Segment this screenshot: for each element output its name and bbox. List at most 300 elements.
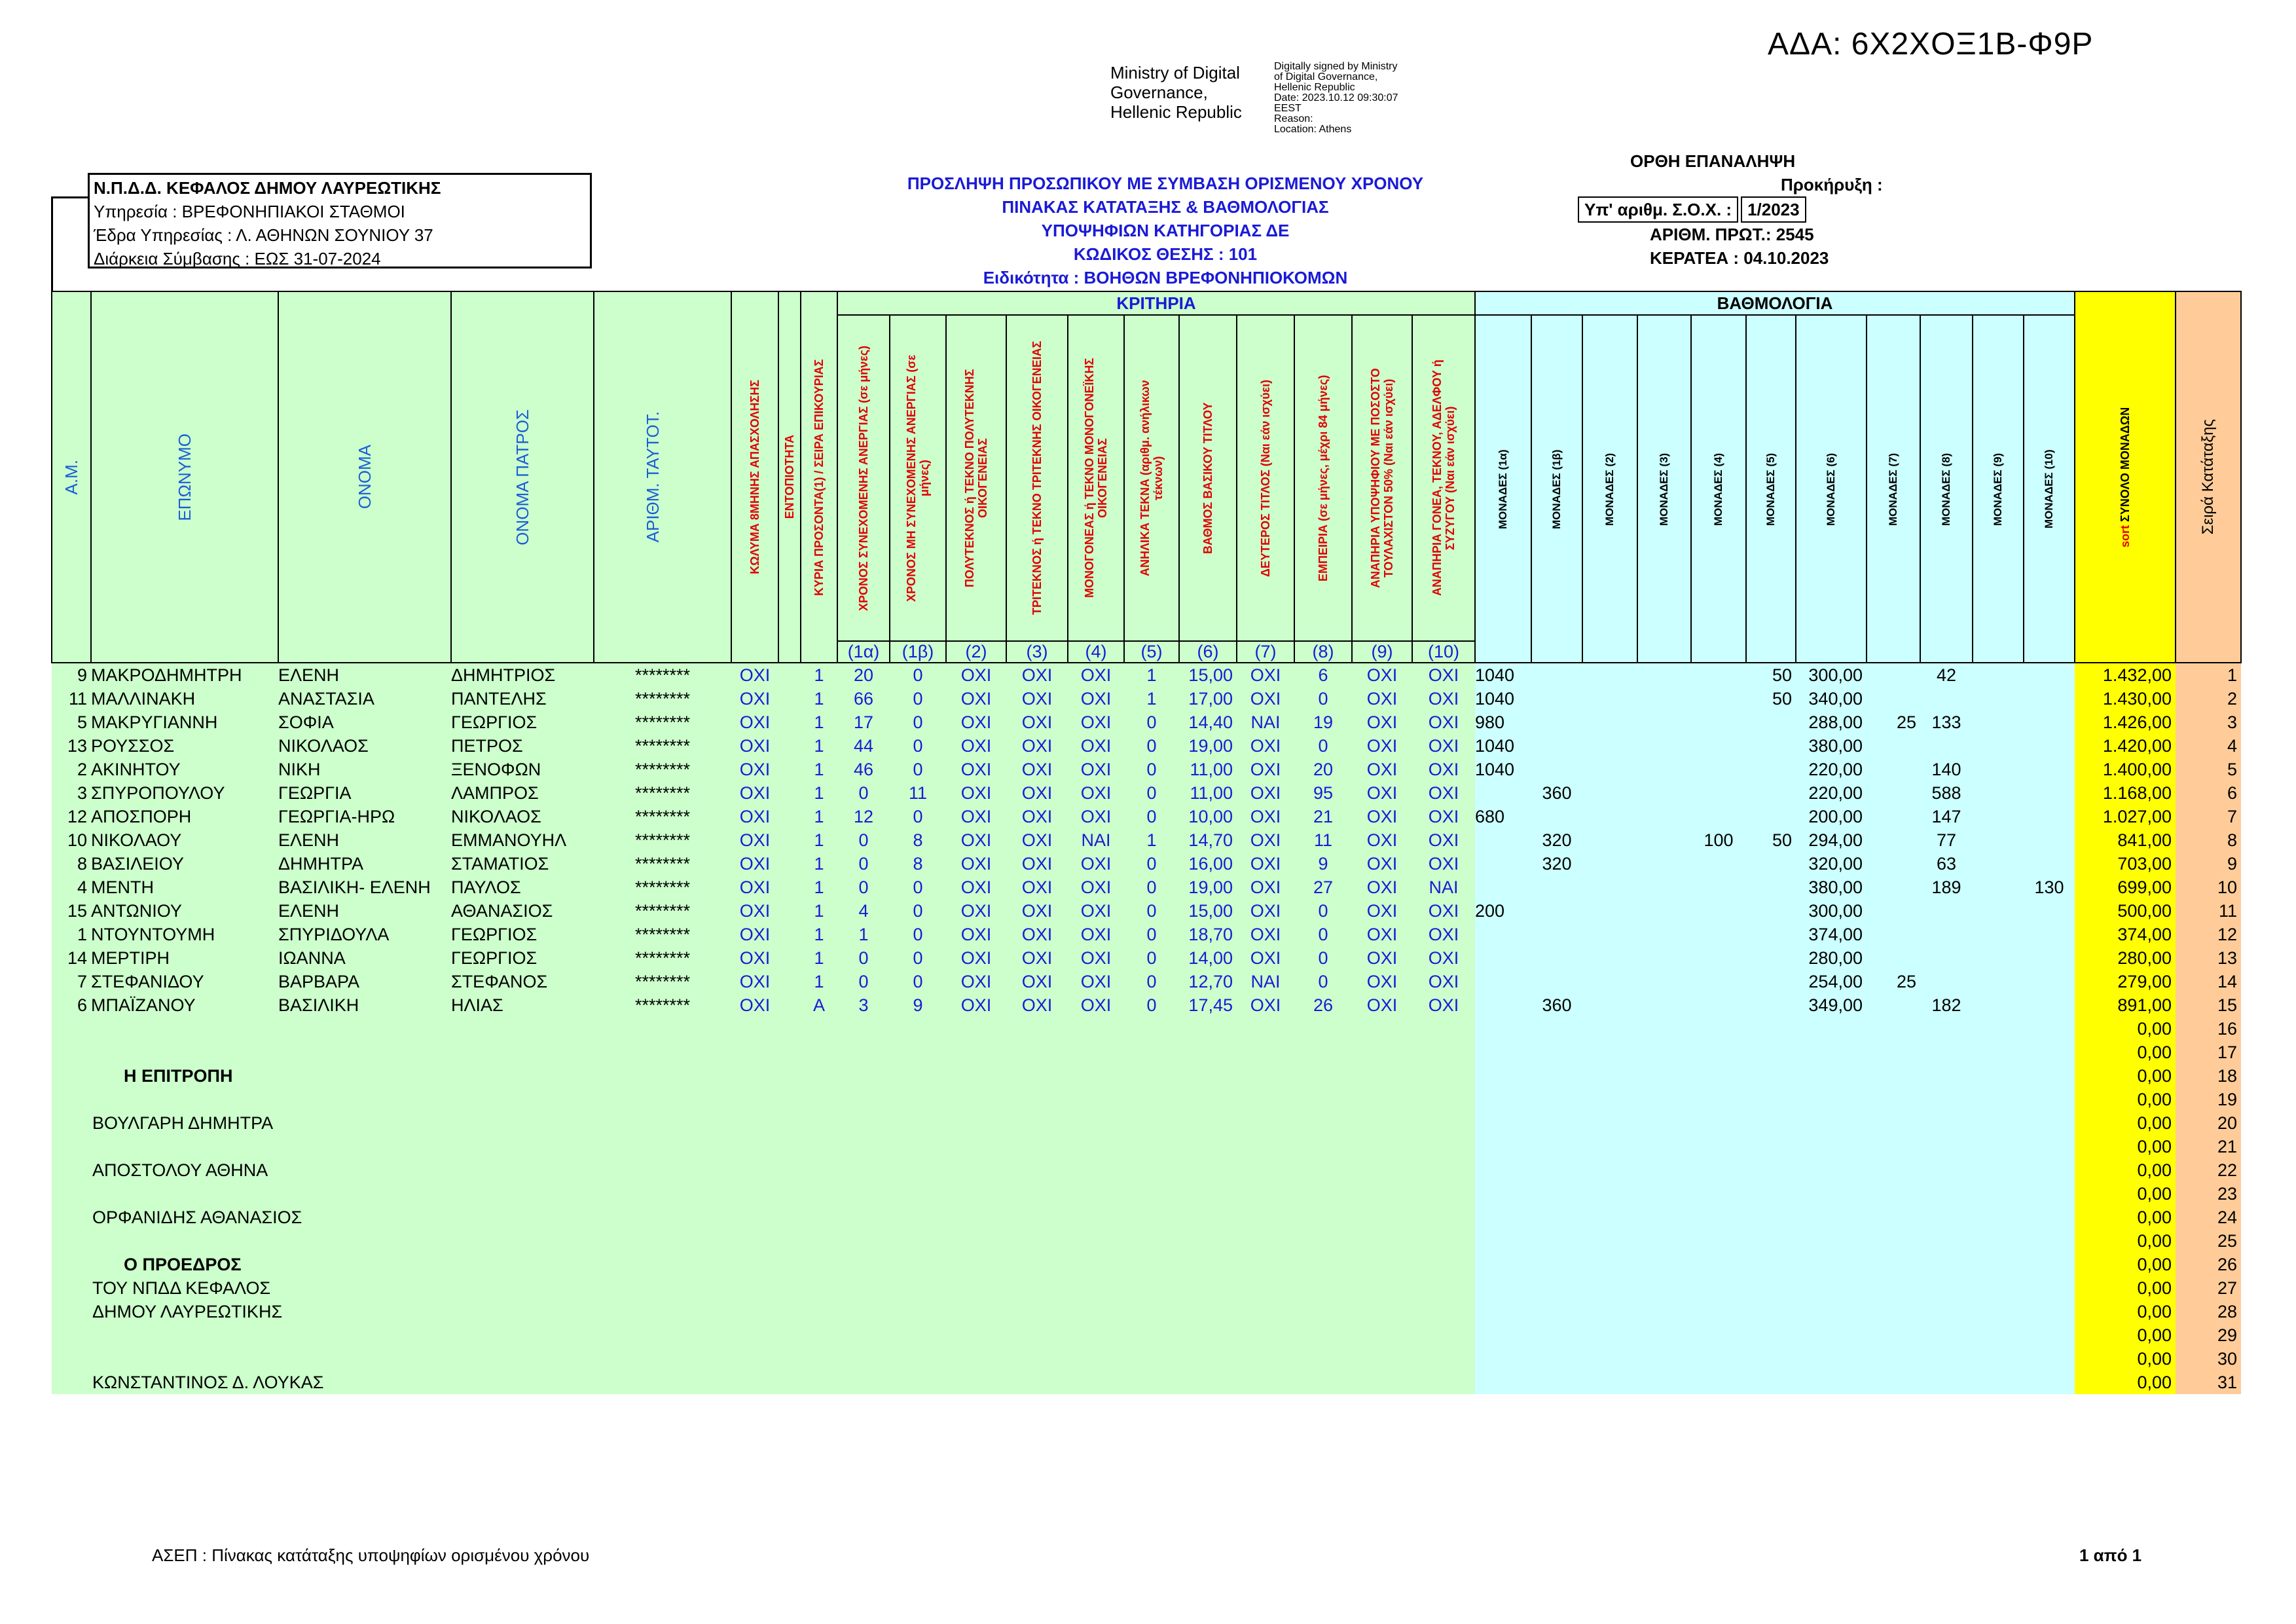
signature-text: ΟΡΦΑΝΙΔΗΣ ΑΘΑΝΑΣΙΟΣ [92, 1208, 302, 1227]
crit-code: (1β) [890, 641, 946, 663]
header-am: Α.Μ. [61, 459, 81, 495]
cell-father: ΣΤΕΦΑΝΟΣ [451, 970, 594, 993]
crit-code: (4) [1068, 641, 1124, 663]
cell-surname: ΜΑΛΛΙΝΑΚΗ [91, 687, 278, 710]
cell-u4 [1691, 710, 1746, 734]
cell-u1a [1475, 781, 1531, 805]
cell-id: ******** [594, 687, 731, 710]
cell-name: ΓΕΩΡΓΙΑ-ΗΡΩ [278, 805, 451, 828]
cell-rank: 14 [2176, 970, 2241, 993]
cell-am: 7 [52, 970, 91, 993]
cell-u10 [2024, 805, 2075, 828]
cell-am: 14 [52, 946, 91, 970]
cell-name: ΓΕΩΡΓΙΑ [278, 781, 451, 805]
cell-u1b [1531, 923, 1582, 946]
page-indicator: 1 από 1 [2079, 1545, 2142, 1565]
cell-name: ΒΑΣΙΛΙΚΗ- ΕΛΕΝΗ [278, 876, 451, 899]
header-c7: ΔΕΥΤΕΡΟΣ ΤΙΤΛΟΣ (Ναι εάν ισχύει) [1259, 379, 1272, 577]
table-row [52, 993, 2241, 1017]
signature-text: ΑΠΟΣΤΟΛΟΥ ΑΘΗΝΑ [92, 1160, 268, 1180]
table-row [52, 923, 2241, 946]
cell-name: ΔΗΜΗΤΡΑ [278, 852, 451, 876]
cell-c7: ΟΧΙ [1237, 758, 1294, 781]
cell-u4 [1691, 663, 1746, 687]
cell-id: ******** [594, 993, 731, 1017]
cell-main: 1 [801, 946, 837, 970]
cell-rank: 13 [2176, 946, 2241, 970]
cell-c9: ΟΧΙ [1352, 828, 1412, 852]
cell-u1a [1475, 876, 1531, 899]
cell-c3: ΟΧΙ [1006, 734, 1068, 758]
cell-c3: ΟΧΙ [1006, 899, 1068, 923]
cell-surname: ΑΝΤΩΝΙΟΥ [91, 899, 278, 923]
cell-rank: 29 [2176, 1323, 2241, 1347]
cell-surname: ΜΕΝΤΗ [91, 876, 278, 899]
cell-u4 [1691, 946, 1746, 970]
cell-c10: ΟΧΙ [1412, 970, 1475, 993]
document-title [838, 172, 1493, 289]
cell-total: 0,00 [2075, 1111, 2176, 1135]
cell-total: 891,00 [2075, 993, 2176, 1017]
cell-id: ******** [594, 828, 731, 852]
empty-scoring [1475, 1300, 2075, 1323]
cell-u6: 220,00 [1796, 781, 1867, 805]
cell-c4: ΟΧΙ [1068, 687, 1124, 710]
cell-total: 1.420,00 [2075, 734, 2176, 758]
cell-u1b [1531, 687, 1582, 710]
cell-u1b: 360 [1531, 993, 1582, 1017]
cell-c6: 15,00 [1179, 663, 1237, 687]
cell-local [778, 734, 801, 758]
cell-local [778, 852, 801, 876]
table-row [52, 1017, 2241, 1041]
cell-c5: 0 [1124, 710, 1179, 734]
cell-c1b: 0 [890, 710, 946, 734]
cell-total: 1.168,00 [2075, 781, 2176, 805]
agency-duration: Διάρκεια Σύμβασης : ΕΩΣ 31-07-2024 [94, 249, 381, 268]
signature-line [52, 1323, 1475, 1347]
cell-am: 3 [52, 781, 91, 805]
header-father: ΟΝΟΜΑ ΠΑΤΡΟΣ [512, 409, 532, 545]
cell-main: 1 [801, 899, 837, 923]
cell-c1a: 0 [837, 828, 890, 852]
cell-u3 [1637, 710, 1691, 734]
cell-u7 [1867, 687, 1920, 710]
cell-total: 500,00 [2075, 899, 2176, 923]
cell-c10: ΟΧΙ [1412, 663, 1475, 687]
cell-u10 [2024, 758, 2075, 781]
corner-line [51, 196, 53, 292]
cell-c10: ΟΧΙ [1412, 923, 1475, 946]
cell-c7: ΟΧΙ [1237, 876, 1294, 899]
cell-c2: ΟΧΙ [946, 993, 1006, 1017]
cell-u8 [1920, 946, 1973, 970]
cell-c3: ΟΧΙ [1006, 781, 1068, 805]
cell-total: 0,00 [2075, 1347, 2176, 1371]
cell-father: ΔΗΜΗΤΡΙΟΣ [451, 663, 594, 687]
cell-c1b: 9 [890, 993, 946, 1017]
cell-rank: 16 [2176, 1017, 2241, 1041]
table-row [52, 1158, 2241, 1182]
title-line: ΠΙΝΑΚΑΣ ΚΑΤΑΤΑΞΗΣ & ΒΑΘΜΟΛΟΓΙΑΣ [1002, 197, 1329, 217]
cell-u3 [1637, 946, 1691, 970]
cell-main: 1 [801, 923, 837, 946]
cell-c3: ΟΧΙ [1006, 758, 1068, 781]
cell-u3 [1637, 687, 1691, 710]
title-line: ΥΠΟΨΗΦΙΩΝ ΚΑΤΗΓΟΡΙΑΣ ΔΕ [1041, 221, 1290, 240]
cell-local [778, 923, 801, 946]
cell-u8: 133 [1920, 710, 1973, 734]
cell-u1b: 360 [1531, 781, 1582, 805]
cell-u1a: 1040 [1475, 663, 1531, 687]
cell-u7 [1867, 899, 1920, 923]
cell-c4: ΟΧΙ [1068, 663, 1124, 687]
cell-u4 [1691, 852, 1746, 876]
cell-u6: 220,00 [1796, 758, 1867, 781]
cell-local [778, 876, 801, 899]
cell-local [778, 899, 801, 923]
cell-u9 [1973, 828, 2024, 852]
cell-am: 2 [52, 758, 91, 781]
crit-code: (6) [1179, 641, 1237, 663]
cell-u9 [1973, 852, 2024, 876]
cell-c7: ΟΧΙ [1237, 687, 1294, 710]
cell-surname: ΡΟΥΣΣΟΣ [91, 734, 278, 758]
cell-u1b [1531, 946, 1582, 970]
cell-rank: 15 [2176, 993, 2241, 1017]
signature-text [52, 1090, 92, 1109]
cell-c8: 6 [1294, 663, 1352, 687]
table-row [52, 852, 2241, 876]
cell-c1b: 8 [890, 828, 946, 852]
cell-c4: ΟΧΙ [1068, 710, 1124, 734]
cell-u10 [2024, 710, 2075, 734]
cell-c5: 0 [1124, 876, 1179, 899]
cell-u9 [1973, 710, 2024, 734]
cell-c4: ΟΧΙ [1068, 734, 1124, 758]
cell-c1a: 0 [837, 970, 890, 993]
cell-u7 [1867, 852, 1920, 876]
table-row [52, 1371, 2241, 1394]
cell-c10: ΟΧΙ [1412, 993, 1475, 1017]
cell-c6: 16,00 [1179, 852, 1237, 876]
cell-c1a: 0 [837, 852, 890, 876]
cell-u8: 189 [1920, 876, 1973, 899]
header-unit-10: ΜΟΝΑΔΕΣ (10) [2043, 449, 2055, 528]
signature-text [52, 1019, 92, 1039]
header-c9: ΑΝΑΠΗΡΙΑ ΥΠΟΨΗΦΙΟΥ ΜΕ ΠΟΣΟΣΤΟ ΤΟΥΛΑΧΙΣΤΟΝ 50% (Ναι εάν ισχύει) [1369, 368, 1395, 588]
cell-father: ΓΕΩΡΓΙΟΣ [451, 923, 594, 946]
cell-c1a: 46 [837, 758, 890, 781]
crit-code: (8) [1294, 641, 1352, 663]
cell-c10: ΟΧΙ [1412, 710, 1475, 734]
cell-c8: 0 [1294, 923, 1352, 946]
cell-u7 [1867, 828, 1920, 852]
cell-u5 [1746, 710, 1796, 734]
cell-c8: 19 [1294, 710, 1352, 734]
empty-scoring [1475, 1158, 2075, 1182]
cell-c1a: 3 [837, 993, 890, 1017]
table-row [52, 899, 2241, 923]
table-row [52, 805, 2241, 828]
cell-u10 [2024, 828, 2075, 852]
cell-block: ΟΧΙ [731, 970, 778, 993]
cell-local [778, 710, 801, 734]
cell-id: ******** [594, 805, 731, 828]
cell-u4 [1691, 970, 1746, 993]
crit-code: (7) [1237, 641, 1294, 663]
cell-c5: 0 [1124, 734, 1179, 758]
cell-c8: 11 [1294, 828, 1352, 852]
signature-line [52, 1206, 1475, 1229]
cell-rank: 9 [2176, 852, 2241, 876]
cell-c10: ΟΧΙ [1412, 734, 1475, 758]
cell-u7: 25 [1867, 710, 1920, 734]
cell-c7: ΟΧΙ [1237, 663, 1294, 687]
cell-main: 1 [801, 852, 837, 876]
cell-surname: ΣΠΥΡΟΠΟΥΛΟΥ [91, 781, 278, 805]
cell-c7: ΟΧΙ [1237, 805, 1294, 828]
cell-u10: 130 [2024, 876, 2075, 899]
cell-name: ΣΟΦΙΑ [278, 710, 451, 734]
cell-u8 [1920, 687, 1973, 710]
header-total-prefix: sort [2119, 525, 2132, 547]
cell-u2 [1582, 993, 1637, 1017]
cell-u1a [1475, 993, 1531, 1017]
cell-father: ΗΛΙΑΣ [451, 993, 594, 1017]
signature-line [52, 1229, 1475, 1253]
signature-meta-line: Hellenic Republic [1274, 82, 1355, 93]
cell-local [778, 663, 801, 687]
cell-c5: 0 [1124, 852, 1179, 876]
cell-u8 [1920, 923, 1973, 946]
ranking-table [51, 291, 2242, 1394]
cell-total: 0,00 [2075, 1206, 2176, 1229]
cell-name: ΙΩΑΝΝΑ [278, 946, 451, 970]
cell-block: ΟΧΙ [731, 993, 778, 1017]
cell-name: ΕΛΕΝΗ [278, 899, 451, 923]
cell-am: 8 [52, 852, 91, 876]
cell-surname: ΣΤΕΦΑΝΙΔΟΥ [91, 970, 278, 993]
cell-total: 1.027,00 [2075, 805, 2176, 828]
cell-id: ******** [594, 970, 731, 993]
cell-father: ΑΘΑΝΑΣΙΟΣ [451, 899, 594, 923]
cell-u5: 50 [1746, 687, 1796, 710]
cell-u6: 288,00 [1796, 710, 1867, 734]
header-id: ΑΡΙΘΜ. ΤΑΥΤΟΤ. [643, 411, 663, 543]
cell-u3 [1637, 923, 1691, 946]
signature-text: ΔΗΜΟΥ ΛΑΥΡΕΩΤΙΚΗΣ [92, 1302, 283, 1321]
cell-rank: 2 [2176, 687, 2241, 710]
signature-line [52, 1017, 1475, 1041]
cell-total: 0,00 [2075, 1017, 2176, 1041]
cell-c7: ΟΧΙ [1237, 828, 1294, 852]
signature-meta-line: Digitally signed by Ministry [1274, 61, 1398, 72]
cell-u5 [1746, 876, 1796, 899]
table-row [52, 1041, 2241, 1064]
table-row [52, 781, 2241, 805]
cell-u1a [1475, 923, 1531, 946]
cell-u4 [1691, 923, 1746, 946]
cell-u1b [1531, 876, 1582, 899]
cell-c10: ΟΧΙ [1412, 687, 1475, 710]
cell-u2 [1582, 828, 1637, 852]
empty-scoring [1475, 1371, 2075, 1394]
agency-service: Υπηρεσία : ΒΡΕΦΟΝΗΠΙΑΚΟΙ ΣΤΑΘΜΟΙ [94, 202, 405, 221]
header-unit-7: ΜΟΝΑΔΕΣ (7) [1887, 452, 1899, 526]
cell-u1b [1531, 899, 1582, 923]
cell-u10 [2024, 923, 2075, 946]
cell-surname: ΜΑΚΡΥΓΙΑΝΝΗ [91, 710, 278, 734]
cell-id: ******** [594, 734, 731, 758]
cell-rank: 24 [2176, 1206, 2241, 1229]
cell-c2: ΟΧΙ [946, 852, 1006, 876]
cell-rank: 12 [2176, 923, 2241, 946]
cell-surname: ΒΑΣΙΛΕΙΟΥ [91, 852, 278, 876]
cell-local [778, 805, 801, 828]
cell-u2 [1582, 734, 1637, 758]
cell-id: ******** [594, 710, 731, 734]
cell-rank: 1 [2176, 663, 2241, 687]
cell-c10: ΟΧΙ [1412, 781, 1475, 805]
header-unit-1a: ΜΟΝΑΔΕΣ (1α) [1497, 449, 1509, 529]
signature-text: ΒΟΥΛΓΑΡΗ ΔΗΜΗΤΡΑ [92, 1113, 274, 1133]
signature-text [52, 1043, 92, 1062]
cell-u10 [2024, 993, 2075, 1017]
cell-c4: ΟΧΙ [1068, 876, 1124, 899]
cell-u9 [1973, 734, 2024, 758]
cell-c1b: 0 [890, 687, 946, 710]
cell-u6: 300,00 [1796, 663, 1867, 687]
cell-c1a: 17 [837, 710, 890, 734]
cell-u7 [1867, 946, 1920, 970]
cell-total: 1.400,00 [2075, 758, 2176, 781]
cell-c6: 15,00 [1179, 899, 1237, 923]
cell-c9: ΟΧΙ [1352, 946, 1412, 970]
cell-u7 [1867, 781, 1920, 805]
cell-u5 [1746, 734, 1796, 758]
cell-id: ******** [594, 876, 731, 899]
cell-c6: 17,00 [1179, 687, 1237, 710]
cell-father: ΞΕΝΟΦΩΝ [451, 758, 594, 781]
cell-c7: ΝΑΙ [1237, 970, 1294, 993]
cell-u1a: 980 [1475, 710, 1531, 734]
cell-c6: 19,00 [1179, 734, 1237, 758]
cell-u8: 588 [1920, 781, 1973, 805]
cell-u8: 77 [1920, 828, 1973, 852]
cell-u1a: 1040 [1475, 687, 1531, 710]
cell-u8: 147 [1920, 805, 1973, 828]
cell-u10 [2024, 852, 2075, 876]
table-row [52, 970, 2241, 993]
cell-block: ΟΧΙ [731, 781, 778, 805]
cell-c3: ΟΧΙ [1006, 828, 1068, 852]
cell-u9 [1973, 923, 2024, 946]
cell-u1a: 680 [1475, 805, 1531, 828]
signature-text [52, 1184, 92, 1204]
cell-main: Α [801, 993, 837, 1017]
cell-name: ΑΝΑΣΤΑΣΙΑ [278, 687, 451, 710]
signature-name-line: Ministry of Digital [1110, 63, 1240, 83]
cell-u10 [2024, 781, 2075, 805]
cell-u7 [1867, 923, 1920, 946]
empty-scoring [1475, 1064, 2075, 1088]
cell-u5 [1746, 923, 1796, 946]
cell-surname: ΜΕΡΤΙΡΗ [91, 946, 278, 970]
cell-u9 [1973, 899, 2024, 923]
cell-c1a: 0 [837, 781, 890, 805]
signature-line [52, 1300, 1475, 1323]
cell-block: ΟΧΙ [731, 852, 778, 876]
cell-total: 0,00 [2075, 1371, 2176, 1394]
cell-c10: ΟΧΙ [1412, 852, 1475, 876]
signature-meta-line: Date: 2023.10.12 09:30:07 [1274, 92, 1398, 103]
title-line: Ειδικότητα : ΒΟΗΘΩΝ ΒΡΕΦΟΝΗΠΙΟΚΟΜΩΝ [983, 268, 1348, 287]
cell-c4: ΝΑΙ [1068, 828, 1124, 852]
cell-c4: ΟΧΙ [1068, 805, 1124, 828]
cell-c10: ΝΑΙ [1412, 876, 1475, 899]
cell-u9 [1973, 687, 2024, 710]
cell-u8: 140 [1920, 758, 1973, 781]
cell-u1b [1531, 734, 1582, 758]
cell-father: ΓΕΩΡΓΙΟΣ [451, 710, 594, 734]
cell-block: ΟΧΙ [731, 828, 778, 852]
cell-c1b: 11 [890, 781, 946, 805]
cell-u5 [1746, 758, 1796, 781]
cell-c3: ΟΧΙ [1006, 687, 1068, 710]
cell-rank: 17 [2176, 1041, 2241, 1064]
table-row [52, 1276, 2241, 1300]
signature-line [52, 1182, 1475, 1206]
cell-c8: 26 [1294, 993, 1352, 1017]
cell-u3 [1637, 828, 1691, 852]
cell-c5: 0 [1124, 899, 1179, 923]
cell-am: 11 [52, 687, 91, 710]
cell-u5 [1746, 993, 1796, 1017]
signature-text: Ο ΠΡΟΕΔΡΟΣ [124, 1255, 242, 1274]
cell-u6: 200,00 [1796, 805, 1867, 828]
signature-meta-line: Reason: [1274, 113, 1313, 124]
cell-surname: ΜΠΑΪΖΑΝΟΥ [91, 993, 278, 1017]
cell-am: 1 [52, 923, 91, 946]
cell-c4: ΟΧΙ [1068, 781, 1124, 805]
cell-c7: ΟΧΙ [1237, 993, 1294, 1017]
cell-u10 [2024, 734, 2075, 758]
cell-c8: 0 [1294, 970, 1352, 993]
signature-meta-line: of Digital Governance, [1274, 71, 1378, 83]
cell-rank: 3 [2176, 710, 2241, 734]
cell-am: 9 [52, 663, 91, 687]
cell-u10 [2024, 687, 2075, 710]
cell-u5 [1746, 852, 1796, 876]
cell-main: 1 [801, 758, 837, 781]
cell-rank: 30 [2176, 1347, 2241, 1371]
cell-c7: ΟΧΙ [1237, 946, 1294, 970]
header-local: ΕΝΤΟΠΙΟΤΗΤΑ [783, 435, 796, 519]
cell-c1b: 0 [890, 946, 946, 970]
cell-u5 [1746, 946, 1796, 970]
empty-scoring [1475, 1088, 2075, 1111]
cell-c10: ΟΧΙ [1412, 805, 1475, 828]
cell-am: 12 [52, 805, 91, 828]
cell-c2: ΟΧΙ [946, 758, 1006, 781]
cell-u10 [2024, 970, 2075, 993]
crit-code: (9) [1352, 641, 1412, 663]
header-unit-6: ΜΟΝΑΔΕΣ (6) [1825, 452, 1837, 526]
cell-c9: ΟΧΙ [1352, 899, 1412, 923]
cell-u9 [1973, 663, 2024, 687]
cell-u5: 50 [1746, 828, 1796, 852]
